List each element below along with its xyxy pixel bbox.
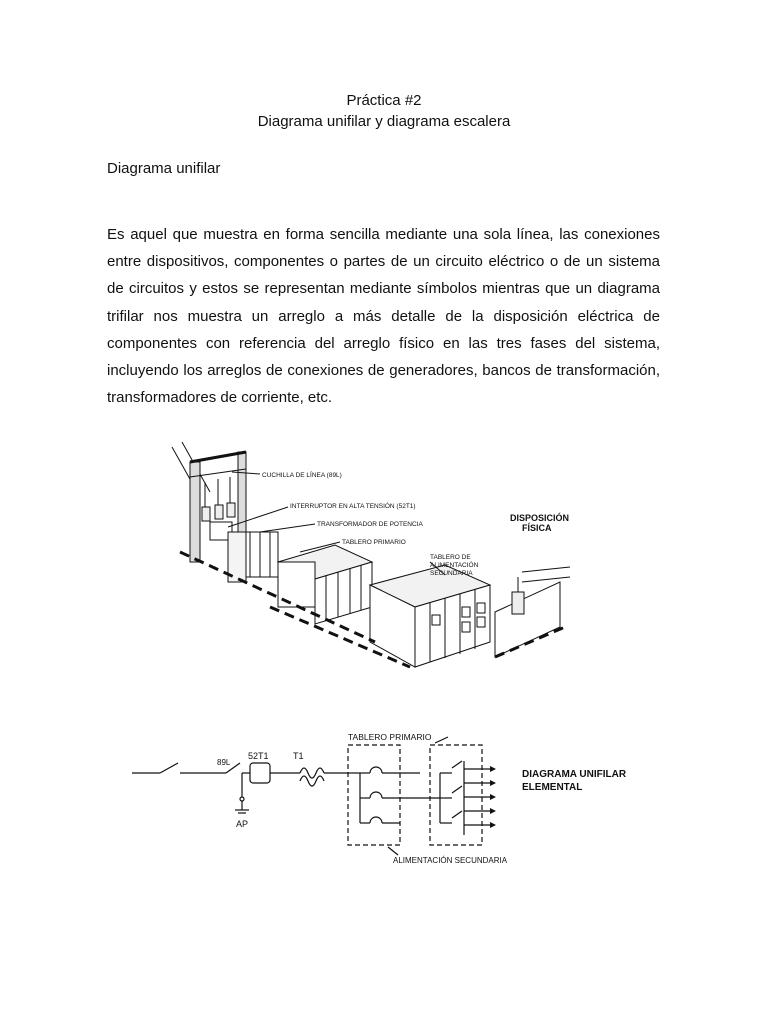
figure2-heading-2: ELEMENTAL xyxy=(522,782,583,793)
label-tablero-primario-diagram: TABLERO PRIMARIO xyxy=(348,732,432,742)
page-title: Práctica #2 xyxy=(346,92,422,109)
body-paragraph: Es aquel que muestra en forma sencilla mediante una sola línea, las conexiones entre dispositivos, componentes o partes de un circuito eléctrico o de un sistema de circuitos y estos se representan mediante símbolos mientras que un diagrama trifilar nos muestra un arreglo a más detalle de la disposición eléctrica de componentes con referencia del arreglo físico en las tres fases del sistema, incluyendo los arreglos de conexiones de generadores, bancos de transformación, transformadores de corriente, etc. xyxy=(107,226,660,407)
figure1-heading-2: FÍSICA xyxy=(522,523,552,533)
physical-layout-figure xyxy=(160,437,630,687)
section-heading: Diagrama unifilar xyxy=(107,160,221,177)
label-tablero-alimentacion-2: ALIMENTACIÓN xyxy=(430,562,479,569)
label-89l: 89L xyxy=(217,758,231,767)
page-subtitle: Diagrama unifilar y diagrama escalera xyxy=(257,113,511,130)
figure1-heading-1: DISPOSICIÓN xyxy=(510,513,570,523)
label-tablero-alimentacion-1: TABLERO DE xyxy=(430,554,471,561)
label-52t1: 52T1 xyxy=(248,751,269,761)
label-interruptor: INTERRUPTOR EN ALTA TENSIÓN (52T1) xyxy=(290,503,416,510)
label-ap: AP xyxy=(236,819,249,829)
label-tablero-alimentacion-3: SECUNDARIA xyxy=(430,570,473,577)
label-transformador: TRANSFORMADOR DE POTENCIA xyxy=(317,521,423,528)
label-alimentacion-secundaria: ALIMENTACIÓN SECUNDARIA xyxy=(393,856,508,865)
figure2-heading-1: DIAGRAMA UNIFILAR xyxy=(522,769,627,780)
label-tablero-primario: TABLERO PRIMARIO xyxy=(342,539,406,546)
title-block xyxy=(0,90,768,132)
single-line-diagram-figure xyxy=(130,725,660,875)
label-t1: T1 xyxy=(293,751,304,761)
label-cuchilla: CUCHILLA DE LÍNEA (89L) xyxy=(262,472,342,479)
